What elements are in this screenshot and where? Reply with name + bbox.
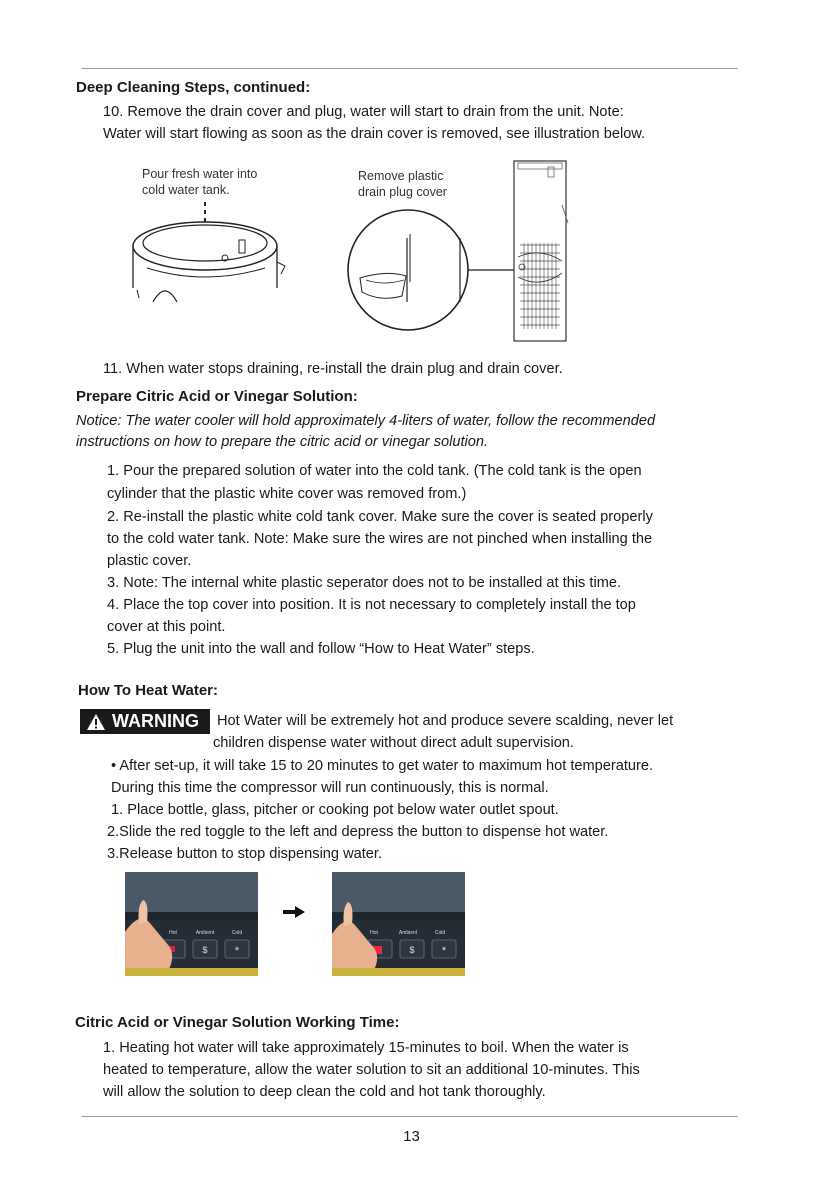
prepare-line-1: 1. Pour the prepared solution of water into the cold tank. (The cold tank is the open: [107, 463, 642, 479]
prepare-line-9: 5. Plug the unit into the wall and follow “How to Heat Water” steps.: [107, 641, 535, 657]
warning-badge: [80, 709, 210, 734]
working-time-line-3: will allow the solution to deep clean the cold and hot tank thoroughly.: [103, 1084, 546, 1100]
working-time-line-2: heated to temperature, allow the water solution to sit an additional 10-minutes. This: [103, 1062, 640, 1078]
dispense-photo-after: [332, 872, 465, 976]
drain-plug-zoom-illustration: [346, 200, 526, 350]
heat-line-2: During this time the compressor will run continuously, this is normal.: [111, 780, 549, 796]
heat-line-5: 3.Release button to stop dispensing water.: [107, 846, 383, 862]
caption-remove-cover-1: Remove plastic: [358, 169, 444, 183]
prepare-line-5: plastic cover.: [107, 553, 192, 569]
prepare-line-8: cover at this point.: [107, 619, 226, 635]
working-time-line-1: 1. Heating hot water will take approximately 15-minutes to boil. When the water is: [103, 1040, 629, 1056]
photo1-label-ambient: Ambient: [195, 930, 215, 936]
top-rule: [82, 68, 738, 69]
step-11: 11. When water stops draining, re-install the drain plug and drain cover.: [103, 361, 563, 377]
prepare-line-7: 4. Place the top cover into position. It is not necessary to completely install the top: [107, 597, 636, 613]
prepare-line-6: 3. Note: The internal white plastic seperator does not to be installed at this time.: [107, 575, 622, 591]
warning-label: WARNING: [112, 711, 199, 731]
svg-text:$: $: [202, 945, 208, 955]
prepare-line-4: to the cold water tank. Note: Make sure the wires are not pinched when installing the: [107, 531, 653, 547]
warning-text-1: Hot Water will be extremely hot and produce severe scalding, never let: [217, 713, 674, 729]
photo2-label-hot: Hot: [370, 930, 378, 936]
caption-pour-water-1: Pour fresh water into: [142, 167, 258, 181]
heat-line-3: 1. Place bottle, glass, pitcher or cooking pot below water outlet spout.: [111, 802, 559, 818]
prepare-line-2: cylinder that the plastic white cover was removed from.): [107, 486, 467, 502]
unit-back-view-illustration: [510, 157, 570, 343]
photo1-label-hot: Hot: [169, 930, 177, 936]
section-heading-prepare-solution: Prepare Citric Acid or Vinegar Solution:: [76, 388, 358, 405]
warning-text-2: children dispense water without direct adult supervision.: [213, 735, 574, 751]
photo2-label-ambient: Ambient: [398, 930, 418, 936]
notice-line-1: Notice: The water cooler will hold approximately 4-liters of water, follow the recommended: [76, 413, 656, 429]
step-10-line-1: 10. Remove the drain cover and plug, water will start to drain from the unit. Note:: [103, 104, 624, 120]
svg-text:$: $: [409, 945, 415, 955]
dispense-photo-before: [125, 872, 258, 976]
photo1-label-cold: Cold: [231, 930, 243, 936]
step-10-line-2: Water will start flowing as soon as the drain cover is removed, see illustration below.: [103, 126, 646, 142]
svg-text:*: *: [234, 945, 240, 957]
page-number: 13: [403, 1128, 420, 1145]
svg-text:*: *: [441, 945, 447, 957]
bottom-rule: [82, 1116, 738, 1117]
section-heading-deep-cleaning: Deep Cleaning Steps, continued:: [76, 79, 311, 96]
cold-tank-illustration: [125, 198, 290, 306]
section-heading-heat-water: How To Heat Water:: [78, 682, 219, 699]
caption-remove-cover-2: drain plug cover: [358, 185, 447, 199]
arrow-right-icon: [283, 906, 305, 918]
notice-line-2: instructions on how to prepare the citric acid or vinegar solution.: [76, 434, 489, 450]
prepare-line-3: 2. Re-install the plastic white cold tank cover. Make sure the cover is seated properly: [107, 509, 653, 525]
caption-pour-water-2: cold water tank.: [142, 183, 230, 197]
heat-line-1: • After set-up, it will take 15 to 20 minutes to get water to maximum hot temperature.: [111, 758, 654, 774]
photo2-label-cold: Cold: [434, 930, 446, 936]
heat-line-4: 2.Slide the red toggle to the left and depress the button to dispense hot water.: [107, 824, 609, 840]
warning-triangle-icon: [86, 713, 106, 731]
section-heading-working-time: Citric Acid or Vinegar Solution Working Time:: [75, 1014, 400, 1031]
